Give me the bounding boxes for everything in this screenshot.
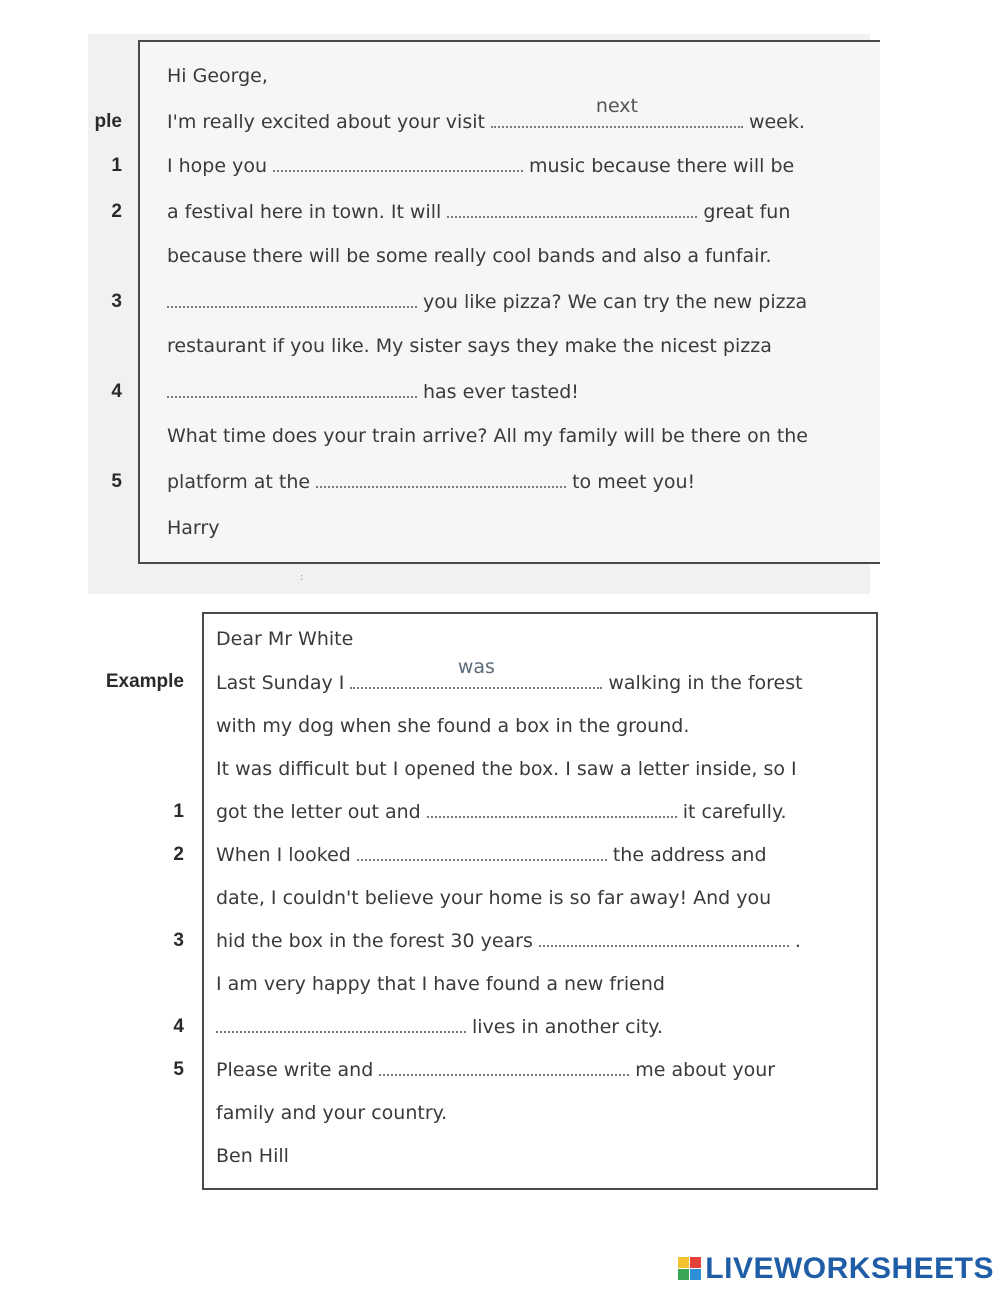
letter-2-greeting: Dear Mr White [216, 628, 354, 650]
question-number-3: 3 [173, 930, 184, 951]
logo-text: LIVEWORKSHEETS [705, 1252, 994, 1285]
letter-2-line-5-cont: family and your country. [216, 1102, 448, 1124]
letter-1-line-2 [167, 200, 790, 224]
question-number-1: 1 [173, 801, 184, 822]
scan-mark: : [300, 572, 304, 583]
text: the address and [612, 844, 767, 866]
question-number-3: 3 [111, 291, 122, 312]
text: you like pizza? We can try the new pizza [423, 291, 808, 313]
answer-blank-3[interactable] [539, 931, 789, 947]
letter-2-line-2 [216, 843, 767, 867]
answer-blank-3[interactable] [167, 292, 417, 308]
text: music because there will be [529, 155, 795, 177]
text: week. [748, 111, 805, 133]
example-blank [350, 656, 602, 689]
text: When I looked [216, 844, 351, 866]
text: lives in another city. [472, 1016, 663, 1038]
text: a festival here in town. It will [167, 201, 442, 223]
question-number-2: 2 [111, 201, 122, 222]
text: me about your [635, 1059, 776, 1081]
letter-2-line-4 [210, 1015, 663, 1039]
question-number-2: 2 [173, 844, 184, 865]
logo-blocks-icon [678, 1257, 702, 1281]
answer-blank-1[interactable] [273, 156, 523, 172]
text: . [794, 930, 801, 952]
answer-blank-5[interactable] [379, 1060, 629, 1076]
letter-2-line-3 [216, 929, 801, 953]
text: to meet you! [572, 471, 696, 493]
text: got the letter out and [216, 801, 421, 823]
letter-1-line-1 [167, 154, 794, 178]
answer-blank-5[interactable] [316, 472, 566, 488]
letter-2-line-2-cont: date, I couldn't believe your home is so far away! And you [216, 887, 772, 909]
question-number-5: 5 [111, 471, 122, 492]
text: great fun [703, 201, 791, 223]
letter-1-line-3-cont: restaurant if you like. My sister says they make the nicest pizza [167, 335, 772, 357]
example-blank [491, 95, 743, 128]
letter-1-line-4 [161, 380, 579, 404]
letter-2-line-1 [216, 800, 787, 824]
letter-1-line-4-cont: What time does your train arrive? All my family will be there on the [167, 425, 808, 447]
answer-blank-2[interactable] [447, 202, 697, 218]
text: hid the box in the forest 30 years [216, 930, 533, 952]
question-number-1: 1 [111, 155, 122, 176]
question-number-4: 4 [111, 381, 122, 402]
text: I'm really excited about your visit [167, 111, 485, 133]
text: Last Sunday I [216, 672, 345, 694]
text: platform at the [167, 471, 311, 493]
text: Please write and [216, 1059, 374, 1081]
text: I hope you [167, 155, 268, 177]
letter-1-line-2-cont: because there will be some really cool bands and also a funfair. [167, 245, 772, 267]
example-answer: next [595, 95, 638, 117]
letter-1-line-5 [167, 470, 695, 494]
letter-2-example-line [216, 656, 803, 695]
answer-blank-4[interactable] [167, 382, 417, 398]
liveworksheets-logo [678, 1252, 994, 1286]
example-label: ple [94, 111, 122, 132]
example-answer: was [457, 656, 495, 678]
question-number-5: 5 [173, 1059, 184, 1080]
question-number-4: 4 [173, 1016, 184, 1037]
letter-2-example-cont: with my dog when she found a box in the ground. [216, 715, 690, 737]
answer-blank-1[interactable] [427, 802, 677, 818]
letter-1-signature: Harry [167, 517, 220, 539]
text: walking in the forest [608, 672, 803, 694]
example-label: Example [105, 671, 184, 692]
answer-blank-4[interactable] [216, 1017, 466, 1033]
letter-2-line-5 [216, 1058, 775, 1082]
letter-2-line-3-cont: I am very happy that I have found a new friend [216, 973, 665, 995]
letter-1-example-line [167, 95, 805, 134]
text: has ever tasted! [423, 381, 579, 403]
letter-1-line-3 [161, 290, 807, 314]
letter-2-line-0: It was difficult but I opened the box. I saw a letter inside, so I [216, 758, 797, 780]
text: it carefully. [682, 801, 787, 823]
letter-1-greeting: Hi George, [167, 65, 268, 87]
letter-2-signature: Ben Hill [216, 1145, 289, 1167]
answer-blank-2[interactable] [357, 845, 607, 861]
